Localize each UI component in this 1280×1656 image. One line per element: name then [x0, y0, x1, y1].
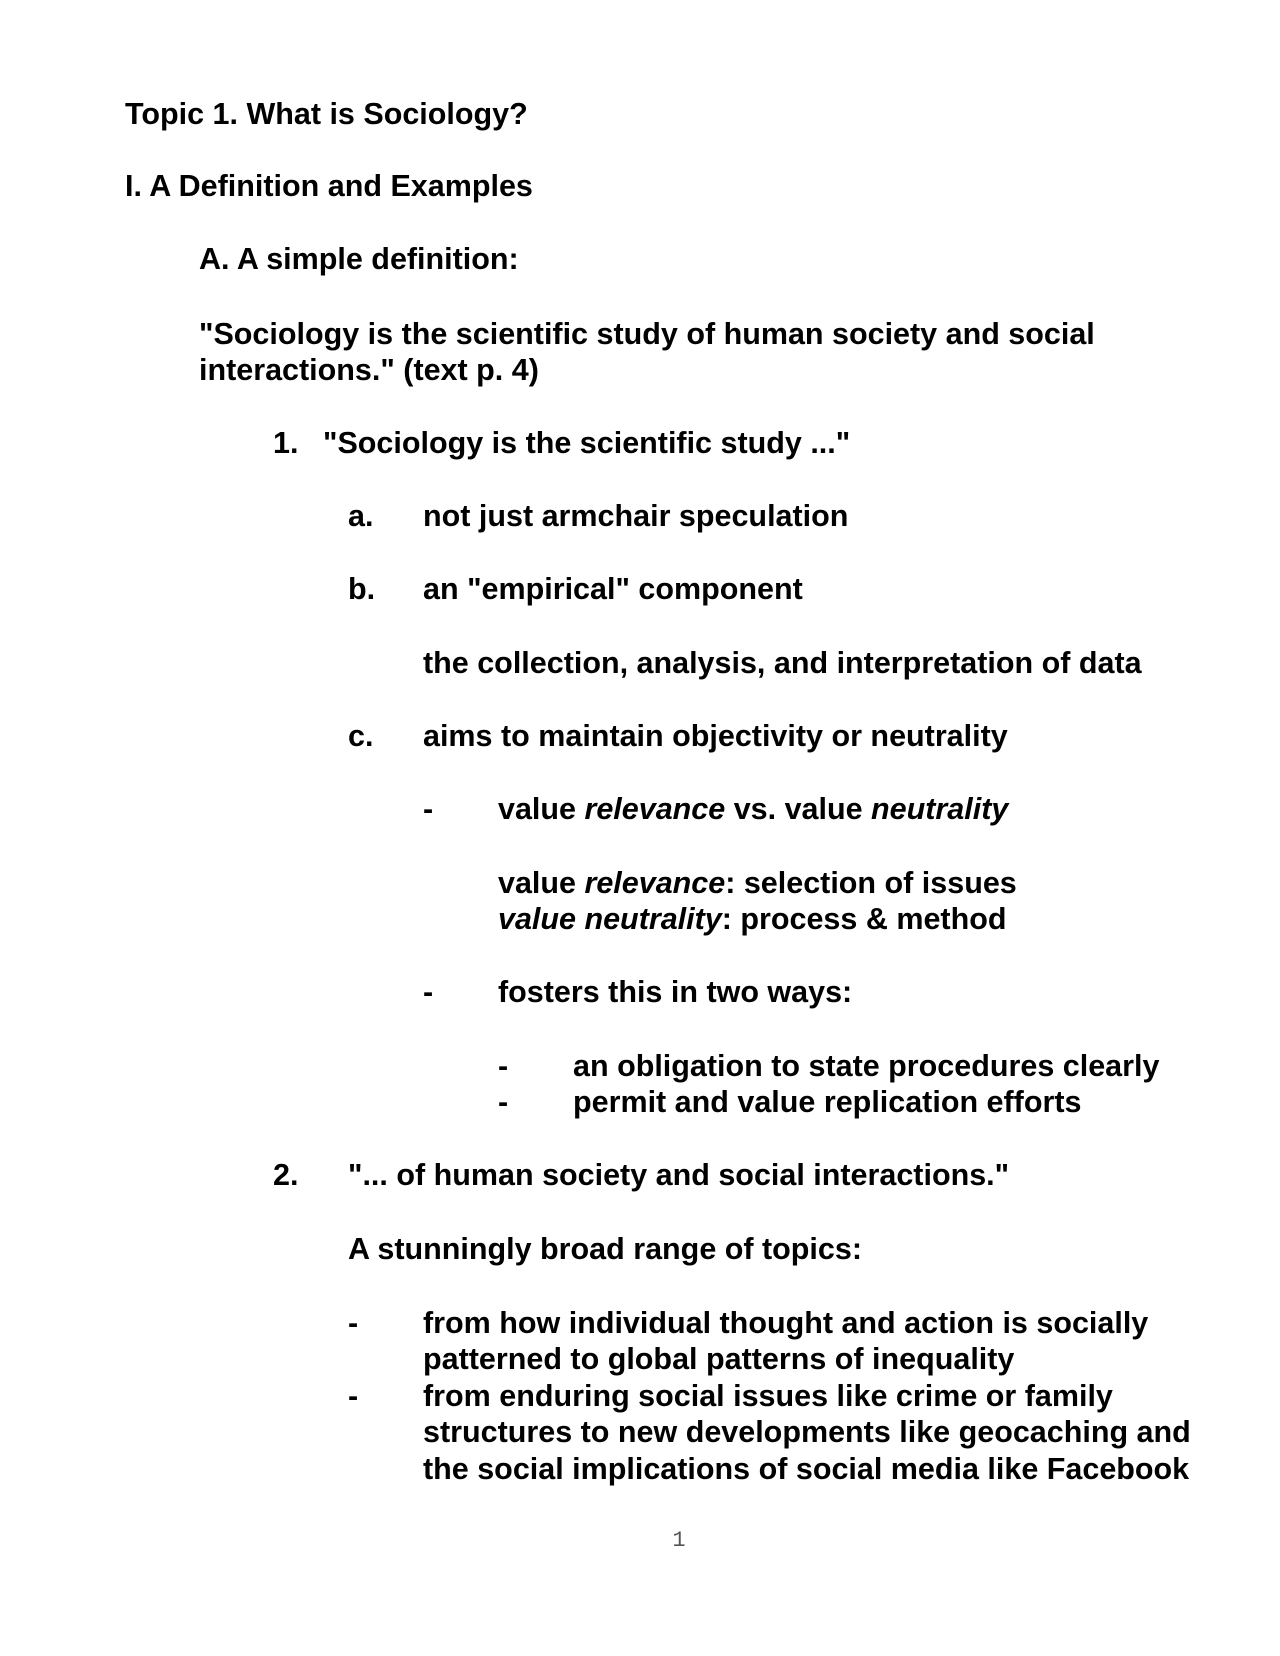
replication-text: permit and value replication efforts: [573, 1085, 1082, 1119]
item-c-marker: c.: [348, 719, 374, 753]
topic-range-1-line-2: patterned to global patterns of inequality: [423, 1342, 1015, 1376]
value-relevance-definition: value relevance: selection of issues: [498, 866, 1017, 900]
item-b-detail: the collection, analysis, and interpretation of data: [423, 646, 1142, 680]
bullet-marker: -: [348, 1306, 359, 1340]
item-a-marker: a.: [348, 499, 374, 533]
topic-range-2-line-1: from enduring social issues like crime or family: [423, 1379, 1113, 1413]
fosters-text: fosters this in two ways:: [498, 975, 853, 1009]
obligation-text: an obligation to state procedures clearly: [573, 1049, 1160, 1083]
section-heading: I. A Definition and Examples: [125, 169, 533, 203]
subsection-heading: A. A simple definition:: [199, 242, 519, 276]
point-1-marker: 1.: [273, 426, 299, 460]
item-b-text: an "empirical" component: [423, 572, 803, 606]
point-2-intro: A stunningly broad range of topics:: [348, 1232, 862, 1266]
value-neutrality-definition: value neutrality: process & method: [498, 902, 1007, 936]
topic-range-2-line-3: the social implications of social media like Facebook: [423, 1452, 1190, 1486]
page-number: 1: [672, 1528, 686, 1553]
document-title: Topic 1. What is Sociology?: [125, 97, 528, 131]
point-2-text: "... of human society and social interactions.": [348, 1158, 1010, 1192]
sub-bullet-marker: -: [498, 1049, 509, 1083]
point-1-text: "Sociology is the scientific study ...": [323, 426, 851, 460]
bullet-marker: -: [423, 975, 434, 1009]
topic-range-2-line-2: structures to new developments like geocaching and: [423, 1415, 1191, 1449]
value-relevance-vs-neutrality: value relevance vs. value neutrality: [498, 792, 1009, 826]
sub-bullet-marker: -: [498, 1085, 509, 1119]
item-a-text: not just armchair speculation: [423, 499, 849, 533]
bullet-marker: -: [348, 1379, 359, 1413]
definition-quote-line-1: "Sociology is the scientific study of human society and social: [199, 317, 1095, 351]
definition-quote-line-2: interactions." (text p. 4): [199, 353, 539, 387]
item-c-text: aims to maintain objectivity or neutrality: [423, 719, 1008, 753]
topic-range-1-line-1: from how individual thought and action is socially: [423, 1306, 1149, 1340]
item-b-marker: b.: [348, 572, 376, 606]
bullet-marker: -: [423, 792, 434, 826]
point-2-marker: 2.: [273, 1158, 299, 1192]
